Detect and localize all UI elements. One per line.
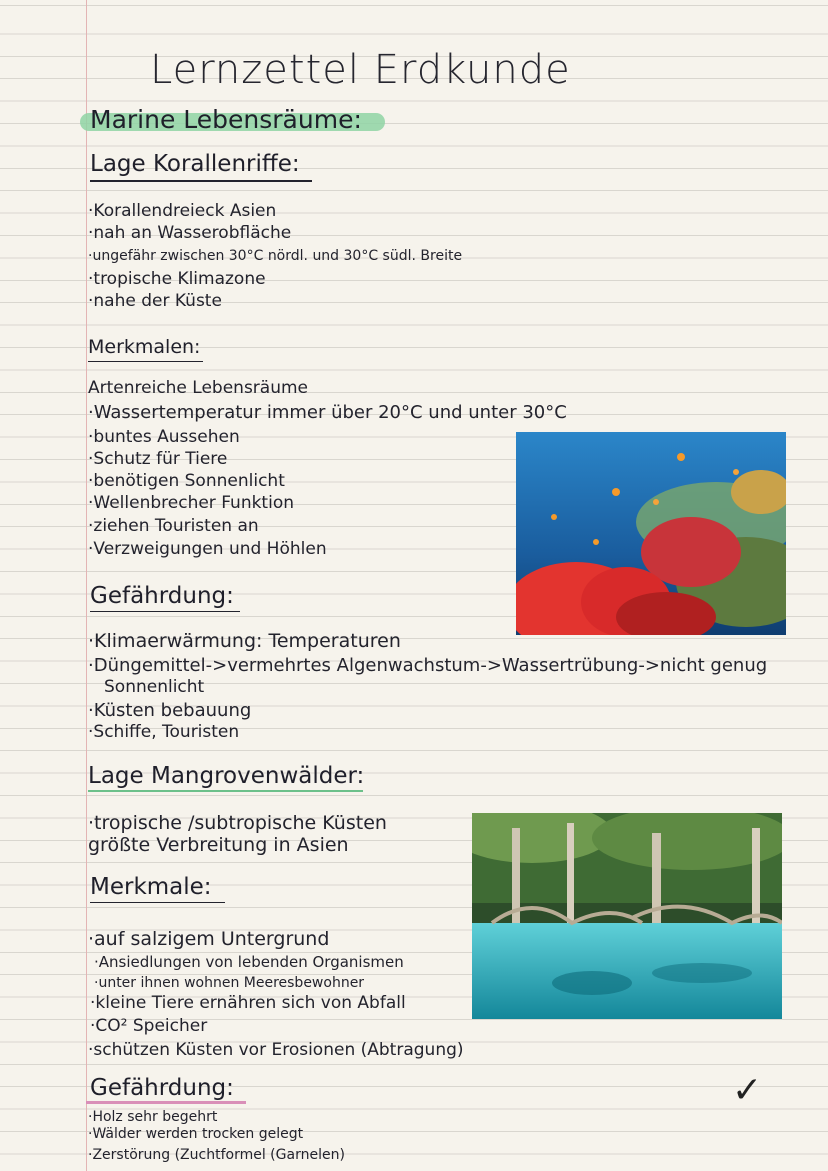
- list-item: ·Klimaerwärmung: Temperaturen: [88, 630, 401, 652]
- list-item: ·schützen Küsten vor Erosionen (Abtragung): [88, 1040, 464, 1060]
- heading-underline: [90, 611, 240, 612]
- list-item: ·Verzweigungen und Höhlen: [88, 539, 327, 559]
- list-item: ·ungefähr zwischen 30°C nördl. und 30°C südl. Breite: [88, 248, 463, 264]
- heading-underline: [86, 1101, 246, 1104]
- list-item: ·Ansiedlungen von lebenden Organismen: [94, 953, 404, 971]
- heading-underline: [90, 902, 225, 903]
- list-item: ·Korallendreieck Asien: [88, 201, 277, 221]
- list-item: ·Wälder werden trocken gelegt: [88, 1126, 304, 1142]
- heading-underline: [90, 180, 312, 182]
- list-item: ·Holz sehr begehrt: [88, 1109, 218, 1125]
- list-item: ·Schiffe, Touristen: [88, 722, 240, 742]
- heading-gefaehrdung-mangroven: Gefährdung:: [90, 1075, 234, 1101]
- heading-underline: [88, 361, 203, 362]
- page-title: Lernzettel Erdkunde: [150, 47, 571, 93]
- margin-line: [86, 0, 87, 1171]
- heading-merkmale: Merkmale:: [90, 874, 212, 900]
- list-item: ·CO² Speicher: [90, 1016, 208, 1036]
- heading-merkmalen: Merkmalen:: [88, 336, 201, 358]
- checkmark-icon: ✓: [732, 1070, 763, 1111]
- list-item: ·tropische Klimazone: [88, 269, 266, 289]
- coral-reef-photo: [516, 432, 786, 635]
- list-item: ·nah an Wasserobfläche: [88, 223, 292, 243]
- list-item: ·Wellenbrecher Funktion: [88, 493, 295, 513]
- list-item: ·nahe der Küste: [88, 291, 222, 311]
- list-item: ·benötigen Sonnenlicht: [88, 471, 285, 491]
- list-item: ·auf salzigem Untergrund: [88, 928, 330, 950]
- list-item: ·tropische /subtropische Küsten: [88, 812, 387, 834]
- list-item: ·Wassertemperatur immer über 20°C und unter 30°C: [88, 402, 567, 423]
- mangrove-forest-photo: [472, 813, 782, 1019]
- list-item: größte Verbreitung in Asien: [88, 834, 349, 856]
- section-title: Marine Lebensräume:: [90, 105, 362, 134]
- list-item: ·ziehen Touristen an: [88, 516, 259, 536]
- list-item: ·Küsten bebauung: [88, 700, 252, 721]
- list-item: Artenreiche Lebensräume: [88, 378, 309, 398]
- heading-lage-korallenriffe: Lage Korallenriffe:: [90, 151, 300, 177]
- list-item: ·Zerstörung (Zuchtformel (Garnelen): [88, 1147, 345, 1163]
- list-item: ·Düngemittel->vermehrtes Algenwachstum->Wassertrübung->nicht genug: [88, 655, 768, 676]
- heading-lage-mangrovenwaelder: Lage Mangrovenwälder:: [88, 763, 365, 789]
- list-item: ·unter ihnen wohnen Meeresbewohner: [94, 975, 365, 991]
- list-item: Sonnenlicht: [104, 677, 205, 697]
- list-item: ·Schutz für Tiere: [88, 449, 228, 469]
- heading-underline: [88, 790, 363, 792]
- list-item: ·buntes Aussehen: [88, 427, 240, 447]
- heading-gefaehrdung: Gefährdung:: [90, 583, 234, 609]
- list-item: ·kleine Tiere ernähren sich von Abfall: [90, 993, 406, 1013]
